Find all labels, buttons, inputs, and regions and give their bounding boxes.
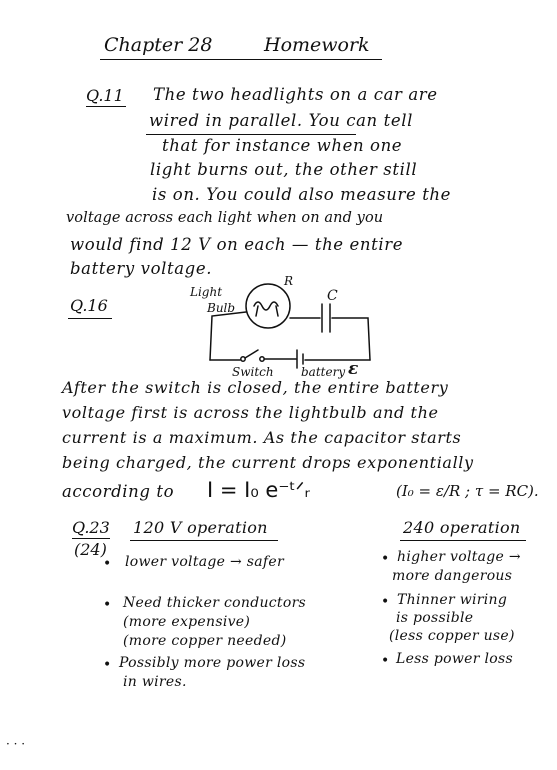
emf-label: ε — [348, 359, 359, 379]
col2-heading: 240 operation — [403, 518, 521, 537]
q11-line-2: wired in parallel. You can tell — [149, 111, 413, 130]
col1-item-4: (more copper needed) — [123, 633, 287, 649]
q16-line-1: After the switch is closed, the entire battery — [62, 378, 449, 397]
col1-item-2: Need thicker conductors — [123, 595, 307, 611]
col2-heading-underline — [400, 540, 526, 541]
circuit-right-wire — [332, 318, 370, 360]
current-decay-formula: I = I₀ e⁻ᵗᐟᵣ — [207, 478, 310, 502]
homework-title: Homework — [264, 34, 370, 56]
formula-note: (I₀ = ε/R ; τ = RC). — [396, 482, 539, 500]
lightbulb-circle — [246, 284, 290, 328]
col2-item-6: Less power loss — [396, 651, 513, 667]
col1-item-1: lower voltage → safer — [125, 554, 284, 570]
battery-label: battery — [301, 365, 346, 379]
scan-marks: · · · — [6, 737, 26, 751]
light-label: Light — [190, 285, 223, 299]
col2-item-4: is possible — [396, 610, 474, 626]
q11-line-4: light burns out, the other still — [150, 160, 418, 179]
col1-heading: 120 V operation — [133, 518, 268, 537]
q11-line-3: that for instance when one — [162, 136, 403, 155]
q11-line-8: battery voltage. — [70, 259, 213, 278]
question-sublabel-q24: (24) — [74, 540, 107, 559]
q16-line-5: according to — [62, 482, 175, 501]
question-label-q23: Q.23 — [72, 518, 110, 537]
col2-item-5: (less copper use) — [389, 628, 515, 644]
q16-line-4: being charged, the current drops exponentially — [62, 453, 474, 472]
col1-item-6: in wires. — [123, 674, 187, 690]
q11-line-6: voltage across each light when on and you — [66, 210, 384, 226]
col2-item-3: Thinner wiring — [397, 592, 508, 608]
col1-heading-underline — [130, 540, 278, 541]
col1-item-3: (more expensive) — [123, 614, 251, 630]
col2-item-2: more dangerous — [392, 568, 513, 584]
question-label-q11: Q.11 — [86, 86, 124, 105]
col1-item-5: Possibly more power loss — [119, 655, 306, 671]
q23-label-underline — [72, 538, 110, 539]
col2-bullet-3: • — [381, 653, 390, 669]
question-label-q16: Q.16 — [70, 296, 108, 315]
chapter-title: Chapter 28 — [104, 34, 213, 56]
q11-line-1: The two headlights on a car are — [153, 85, 438, 104]
col1-bullet-3: • — [103, 657, 112, 673]
col2-bullet-1: • — [381, 551, 390, 567]
q11-line-5: is on. You could also measure the — [152, 185, 452, 204]
q16-line-3: current is a maximum. As the capacitor starts — [62, 428, 462, 447]
switch-blade — [245, 350, 258, 358]
resistor-label: R — [284, 274, 294, 288]
bulb-filament — [254, 302, 278, 316]
circuit-left-wire — [210, 312, 246, 360]
capacitor-label: C — [327, 288, 338, 304]
col2-bullet-2: • — [381, 594, 390, 610]
switch-label: Switch — [232, 365, 274, 379]
col2-item-1: higher voltage → — [397, 549, 521, 565]
bulb-label: Bulb — [207, 301, 236, 315]
col1-bullet-1: • — [103, 556, 112, 572]
col1-bullet-2: • — [103, 597, 112, 613]
q16-line-2: voltage first is across the lightbulb and the — [62, 403, 439, 422]
q11-line-7: would find 12 V on each — the entire — [70, 235, 404, 254]
